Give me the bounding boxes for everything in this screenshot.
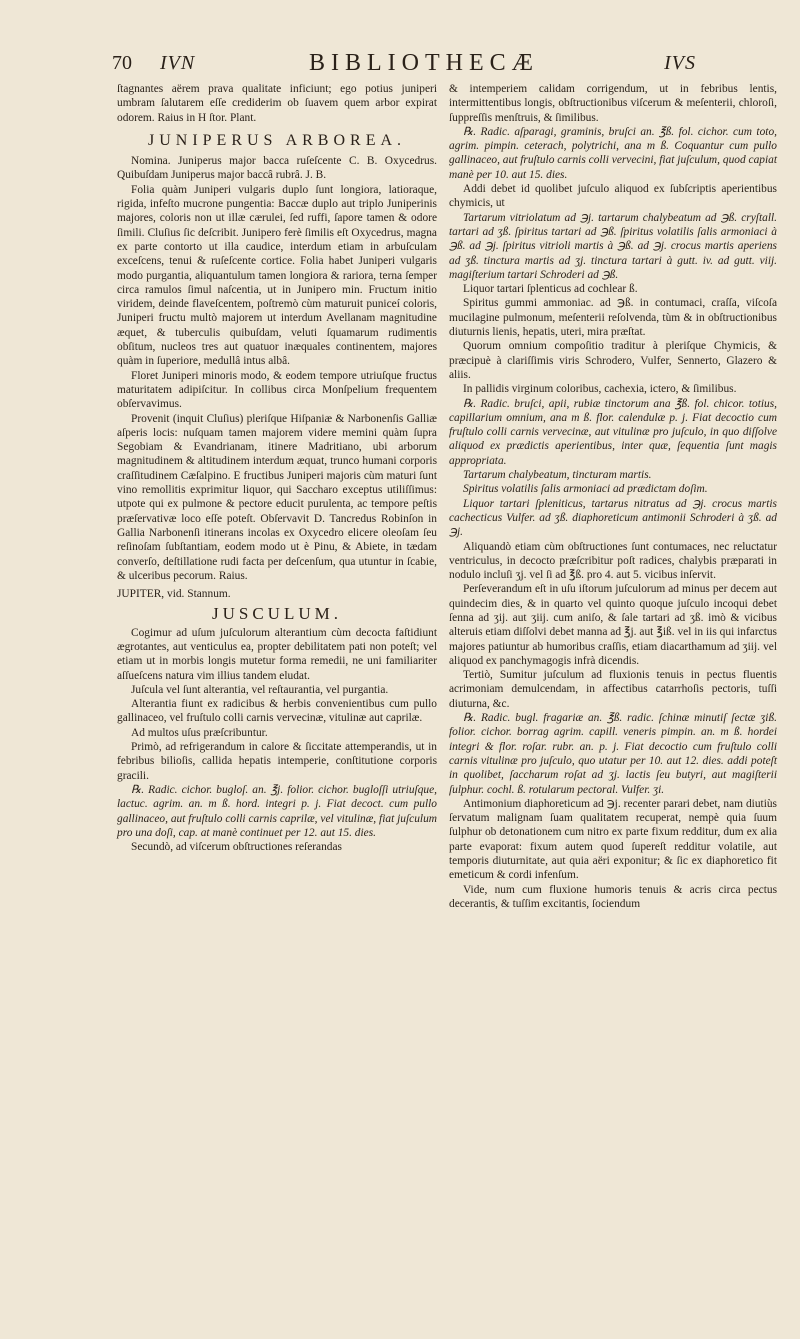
paragraph: Spiritus gummi ammoniac. ad ℈ß. in contumaci, craſſa, viſcoſa mucilagine pulmonum, meſenterii reſolvenda, tùm & in obſtructionibus diuturnis lienis, hepatis, uteri, mira præſtat.	[449, 297, 777, 339]
paragraph: Cogimur ad uſum juſculorum alterantium cùm decocta faſtidiunt ægrotantes, aut venticulus ea, propter debilitatem pati non poteſt; vel etiam ut in morbis longis mutetur forma remedii, ne uni familiariter aſſueſcens natura vim illius tandem eludat.	[117, 626, 437, 682]
right-column	[449, 82, 777, 911]
paragraph: Addi debet id quolibet juſculo aliquod ex ſubſcriptis aperientibus chymicis, ut	[449, 183, 777, 210]
paragraph: & intemperiem calidam corrigendum, ut in febribus lentis, intermittentibus longis, obſtructionibus viſcerum & meſenterii, chloroſi, ſuppreſſis menſtruis, & ſimilibus.	[449, 83, 777, 124]
right-running-head: IVS	[664, 52, 696, 74]
paragraph: Aliquandò etiam cùm obſtructiones ſunt contumaces, nec reluctatur ventriculus, in decocto præſcribitur poſt radices, chalybis præparati in nodulo incluſi ʒj. vel ſi ad ℥ß. pro 4. aut 5. vicibus inſervit.	[449, 540, 777, 582]
running-title: BIBLIOTHECÆ	[309, 50, 539, 76]
prescription-paragraph: ℞. Radic. bugl. fragariæ an. ℥ß. radic. ſchinæ minutiſ ſectæ ʒiß. folior. cichor. borrag agrim. capill. veneris pimpin. an. m ß. hordei integri & flor. roſar. rubr. an. p. j. Fiat decoctio cum fruſtulo colli carnis vitulinæ pro juſculo, quo utatur per 10. aut 12. dies. addi poteſt in quolibet, ſaccharum roſat ad ʒj. lactis ſeu butyri, aut magiſterii ſulphur. cochl. ß. rotularum pectoral. Vulfer. ʒi.	[449, 712, 777, 796]
prescription-paragraph: Tartarum chalybeatum, tincturam martis.	[463, 469, 652, 482]
prescription-paragraph: Tartarum vitriolatum ad ℈j. tartarum chalybeatum ad ℈ß. cryſtall. tartari ad ʒß. ſpiritus tartari ad ℈ß. ſpiritus volatilis ſalis armoniaci à ℈ß. ad ℈j. ſpiritus vitrioli martis à ℈ß. ad ℈j. crocus martis aperiens ad ʒß. tinctura martis ad ʒj. tinctura tartari à gutt. iv. ad gutt. viij. magiſterium tartari Schroderi ad ℈ß.	[449, 211, 777, 281]
paragraph: ſtagnantes aërem prava qualitate inficiunt; ego potius juniperi umbram ſalutarem eſſe crediderim ob ſuavem quem arbor expirat odorem. Raius in H ſtor. Plant.	[117, 83, 437, 124]
left-running-head: IVN	[160, 52, 196, 74]
paragraph: Quorum omnium compoſitio traditur à pleriſque Chymicis, & præcipuè à clariſſimis viris Schrodero, Vulfer, Sennerto, Glazero & aliis.	[449, 340, 777, 381]
paragraph: Ad multos uſus præſcribuntur.	[131, 726, 268, 739]
paragraph: In pallidis virginum coloribus, cachexia, ictero, & ſimilibus.	[463, 383, 737, 396]
left-column	[117, 82, 437, 854]
paragraph: Nomina. Juniperus major bacca ruſeſcente C. B. Oxycedrus. Quibuſdam Juniperus major baccâ rubrâ. J. B.	[117, 155, 437, 182]
paragraph: Primò, ad refrigerandum in calore & ſiccitate attemperandis, ut in febribus bilioſis, callida hepatis intemperie, conſtitutione corporis gracili.	[117, 741, 437, 782]
prescription-paragraph: Liquor tartari ſpleniticus, tartarus nitratus ad ℈j. crocus martis cachecticus Vulfer. ad ʒß. diaphoreticum antimonii Schroderi à ʒß. ad ℈j.	[449, 497, 777, 539]
paragraph: Folia quàm Juniperi vulgaris duplo ſunt longiora, latioraque, rigida, infeſto mucrone pungentia: Baccæ duplo aut triplo Juniperinis majores, coloris non ut illæ cærulei, ſed ruffi, ſapore tamen & odore ſimili. Cluſius ſic deſcribit. Junipero ferè ſimilis eſt Oxycedrus, magna ex parte contorto ut illa caudice, interdum etiam in arbuſculam exceſcens, tenui & ruſeſcente cortice. Folia habet Juniperi vulgaris modo purgantia, aliquantulum tamen longiora & rariora, terna ſemper circa ramulos ſimul naſcentia, ut in Junipero min. Fructum initio viridem, deinde flaveſcentem, poſtremò cùm maturuit puniceí coloris, Juniperi fructu multò majorem ut interdum Avellanam magnitudine æquet, & tuberculis quibuſdam, veluti ſquamarum rudimentis obſitum, nucleos tres aut quatuor inæquales continentem, majores quàm in ſuperiore, medullâ intus albâ.	[117, 183, 437, 368]
prescription-paragraph: ℞. Radic. bruſci, apii, rubiæ tinctorum ana ℥ß. fol. chicor. totius, capillarium omnium, ana m ß. flor. calendulæ p. j. Fiat decoctio cum fruſtulo colli carnis vervecinæ, aut vitulinæ pro juſculo, in quo diſſolve aliquod ex prædictis aperientibus, inter quæ, ſequentia ſunt magis appropriata.	[449, 397, 777, 467]
paragraph: Perſeverandum eſt in uſu iſtorum juſculorum ad minus per decem aut quindecim dies, & in quarto vel quinto quoque juſculo incoqui debet ſenna ad ʒij. aut ʒiij. cum aniſo, & ſale tartari ad ʒß. imò & vicibus alteruis etiam diſſolvi debet manna ad ℥j. aut ℥iß. vel in iis qui infarctus majores patiuntur ab humoribus craſſis, etiam diacarthamum ad ʒiij. vel aliquod ex panchymagogis infrà dicendis.	[449, 583, 777, 667]
cross-reference: JUPITER, vid. Stannum.	[117, 588, 231, 601]
section-heading: JUNIPERUS ARBOREA.	[147, 131, 407, 149]
paragraph: Juſcula vel ſunt alterantia, vel reſtaurantia, vel purgantia.	[131, 683, 389, 696]
paragraph: Provenit (inquit Cluſius) pleriſque Hiſpaniæ & Narbonenſis Galliæ aſperis locis: nuſquam tamen majorem videre memini quàm ſupra Segobiam & Evandrianam, itinere Madritiano, ubi arborum magnitudinem & altitudinem interdum æquat, trunco humani corporis craſſitudinem Cæſalpino. E fructibus Juniperi majoris cùm maturi ſunt vino remollitis exprimitur liquor, qui Saccharo exceptus utiliſſimus: utpote qui ex pulmone & pectore educit purulenta, ac tempore peſtis præſervativæ loco eſſe poteſt. Obſervavit D. Tancredus Robinſon in Gallia Narbonenſi itinerans incolas ex Oxycedro elicere oleoſam ſeu reſinoſam ſubſtantiam, eodem modo ut è Pinu, & Abiete, in tædam converſo, deſtillatione rudi facta per deſcenſum, qua utuntur in ſcabie, & ulceribus pecorum. Raius.	[117, 412, 437, 582]
paragraph: Vide, num cum fluxione humoris tenuis & acris circa pectus decerantis, & tuſſim excitantis, ſociendum	[449, 883, 777, 910]
page-number: 70	[112, 52, 132, 74]
section-heading: JUSCULUM.	[212, 604, 342, 624]
paragraph: Secundò, ad viſcerum obſtructiones reſerandas	[131, 841, 342, 854]
paragraph: Liquor tartari ſplenticus ad cochlear ß.	[463, 283, 638, 296]
paragraph: Alterantia fiunt ex radicibus & herbis convenientibus cum pullo gallinaceo, vel fruſtulo colli carnis vervecinæ, vitulinæ aut caprilæ.	[117, 698, 437, 725]
prescription-paragraph: Spiritus volatilis ſalis armoniaci ad prædictam doſim.	[463, 483, 708, 496]
paragraph: Floret Juniperi minoris modo, & eodem tempore utriuſque fructus maturitatem adipiſcitur. In collibus circa Monſpelium frequentem obſervavimus.	[117, 369, 437, 411]
prescription-paragraph: ℞. Radic. cichor. bugloſ. an. ℥j. folior. cichor. bugloſſi utriuſque, lactuc. agrim. an. m ß. hord. integri p. j. Fiat decoct. cum pullo gallinaceo, aut fruſtulo colli carnis caprilæ, vel vitulinæ, fiat juſculum pro una doſi, cap. at manè continuet per 12. aut 15. dies.	[117, 783, 437, 839]
prescription-paragraph: ℞. Radic. aſparagi, graminis, bruſci an. ℥ß. fol. cichor. cum toto, agrim. pimpin. ceterach, polytrichi, ana m ß. Coquantur cum pullo gallinaceo, aut fruſtulo carnis colli vervecini, fiat juſculum, quod capiat manè per 10. aut 15. dies.	[449, 125, 777, 181]
paragraph: Antimonium diaphoreticum ad ℈j. recenter parari debet, nam diutiùs ſervatum malignam ſuam qualitatem recuperat, nempè quia ſuum ſulphur ob detonationem cum nitro ex parte fixum redditur, dum ex alia parte evaporat: fixum autem quod ſupereſt redditur volatile, aut temporis diuturnitate, aut quia aëri exponitur; & ſic ex diaphoretico fit emeticum & cordi infenſum.	[449, 797, 777, 882]
paragraph: Tertiò, Sumitur juſculum ad fluxionis tenuis in pectus fluentis acrimoniam demulcendam, in affectibus catarrhoſis pectoris, tuſſi diuturna, &c.	[449, 669, 777, 710]
running-header	[112, 50, 736, 82]
